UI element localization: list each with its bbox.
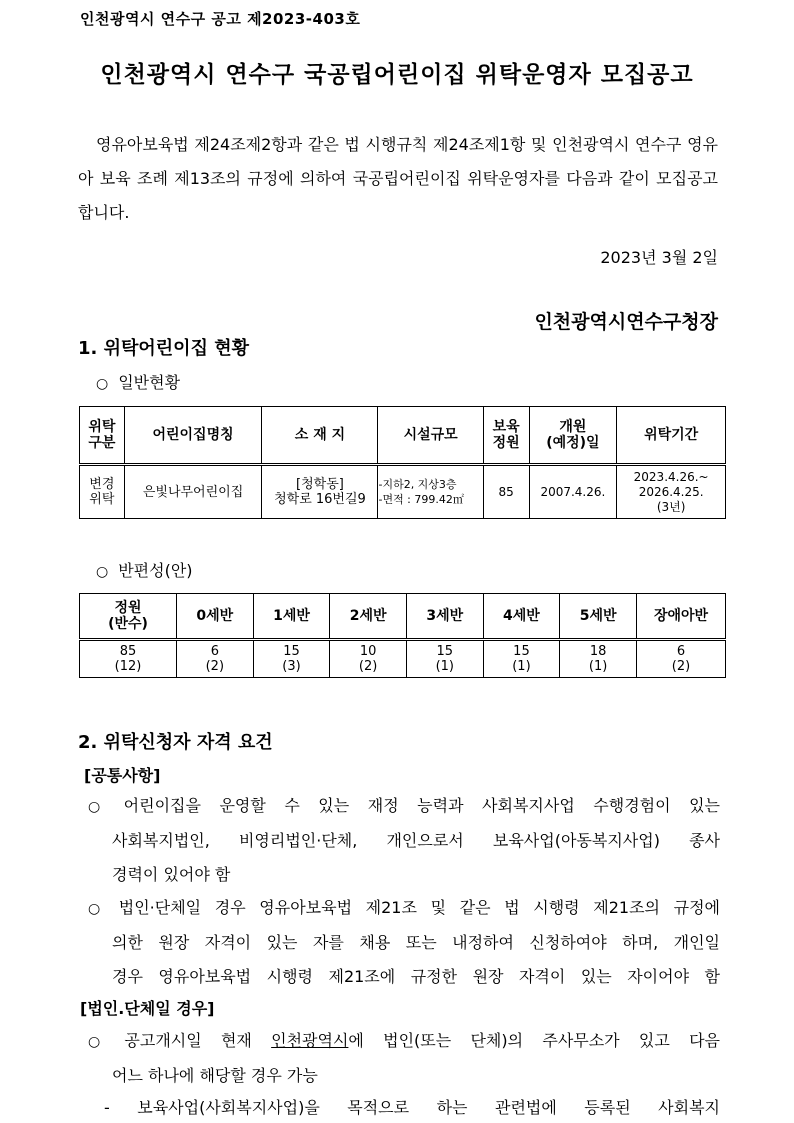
table-header-cell: 보육 정원 [483, 407, 529, 465]
underlined-city: 인천광역시 [271, 1031, 349, 1050]
table-header-cell: 시설규모 [378, 407, 483, 465]
table-header-row [80, 407, 726, 465]
circle-bullet-icon: ○ [88, 799, 114, 815]
requirement-item: ○ 법인·단체일 경우 영유아보육법 제21조 및 같은 법 시행령 제21조의 규정에 의한 원장 자격이 있는 자를 채용 또는 내정하여 신청하여야 하며, 개인일 경우 영유아보육법 시행령 제21조에 규정한 원장 자격이 있는 자이어야 함 [88, 898, 720, 986]
circle-bullet-icon: ○ [96, 376, 109, 392]
table-cell: 15 (1) [483, 640, 560, 678]
facility-table [79, 406, 726, 519]
notice-date: 2023년 3월 2일 [600, 248, 718, 267]
table-cell: 15 (3) [253, 640, 330, 678]
page-title: 인천광역시 연수구 국공립어린이집 위탁운영자 모집공고 [100, 62, 694, 88]
table-cell: 85 [483, 465, 529, 519]
table-cell: [청학동] 청학로 16번길9 [262, 465, 378, 519]
table-row [80, 640, 726, 678]
table-header-cell: 4세반 [483, 594, 560, 640]
table-cell: 2007.4.26. [529, 465, 617, 519]
table-header-cell: 3세반 [406, 594, 483, 640]
table-header-cell: 개원 (예정)일 [529, 407, 617, 465]
table-cell: 2023.4.26.~ 2026.4.25. (3년) [617, 465, 726, 519]
class-table [79, 593, 726, 678]
intro-text: 영유아보육법 제24조제2항과 같은 법 시행규칙 제24조제1항 및 인천광역시 연수구 영유아 보육 조례 제13조의 규정에 의하여 국공립어린이집 위탁운영자를 다음과 같이 모집공고 합니다. [78, 135, 718, 222]
circle-bullet-icon: ○ [88, 1034, 115, 1050]
section2-heading: 2. 위탁신청자 자격 요건 [78, 732, 273, 753]
table-cell: -지하2, 지상3층 -면적 : 799.42㎡ [378, 465, 483, 519]
notice-number: 인천광역시 연수구 공고 제2023-403호 [80, 10, 361, 28]
table-cell: 변경 위탁 [80, 465, 125, 519]
table-header-cell: 1세반 [253, 594, 330, 640]
table-header-cell: 2세반 [330, 594, 407, 640]
table-cell: 10 (2) [330, 640, 407, 678]
general-status-label: ○ 일반현황 [96, 373, 181, 392]
dash-item: - 보육사업(사회복지사업)을 목적으로 하는 관련법에 등록된 사회복지 [104, 1098, 720, 1117]
table-header-cell: 5세반 [560, 594, 637, 640]
circle-bullet-icon: ○ [96, 564, 109, 580]
table-cell: 18 (1) [560, 640, 637, 678]
section1-heading: 1. 위탁어린이집 현황 [78, 338, 249, 359]
table-cell: 85 (12) [80, 640, 177, 678]
corporation-label: [법인.단체일 경우] [80, 999, 215, 1018]
table-header-cell: 소 재 지 [262, 407, 378, 465]
table-cell: 은빛나무어린이집 [124, 465, 262, 519]
table-row [80, 465, 726, 519]
table-cell: 6 (2) [177, 640, 254, 678]
requirement-item: ○ 어린이집을 운영할 수 있는 재정 능력과 사회복지사업 수행경험이 있는 사회복지법인, 비영리법인·단체, 개인으로서 보육사업(아동복지사업) 종사 경력이 있어야 함 [88, 796, 720, 884]
table-header-cell: 위탁기간 [617, 407, 726, 465]
circle-bullet-icon: ○ [88, 901, 109, 917]
table-header-cell: 0세반 [177, 594, 254, 640]
requirement-item: ○ 공고개시일 현재 인천광역시에 법인(또는 단체)의 주사무소가 있고 다음 어느 하나에 해당할 경우 가능 [88, 1031, 720, 1085]
table-header-row [80, 594, 726, 640]
table-header-cell: 장애아반 [637, 594, 726, 640]
class-plan-label: ○ 반편성(안) [96, 561, 193, 580]
table-header-cell: 위탁 구분 [80, 407, 125, 465]
table-header-cell: 정원 (반수) [80, 594, 177, 640]
table-cell: 6 (2) [637, 640, 726, 678]
issuer: 인천광역시연수구청장 [534, 311, 718, 333]
table-cell: 15 (1) [406, 640, 483, 678]
common-requirements-label: [공통사항] [84, 766, 161, 785]
intro-paragraph [78, 128, 718, 230]
table-header-cell: 어린이집명칭 [124, 407, 262, 465]
